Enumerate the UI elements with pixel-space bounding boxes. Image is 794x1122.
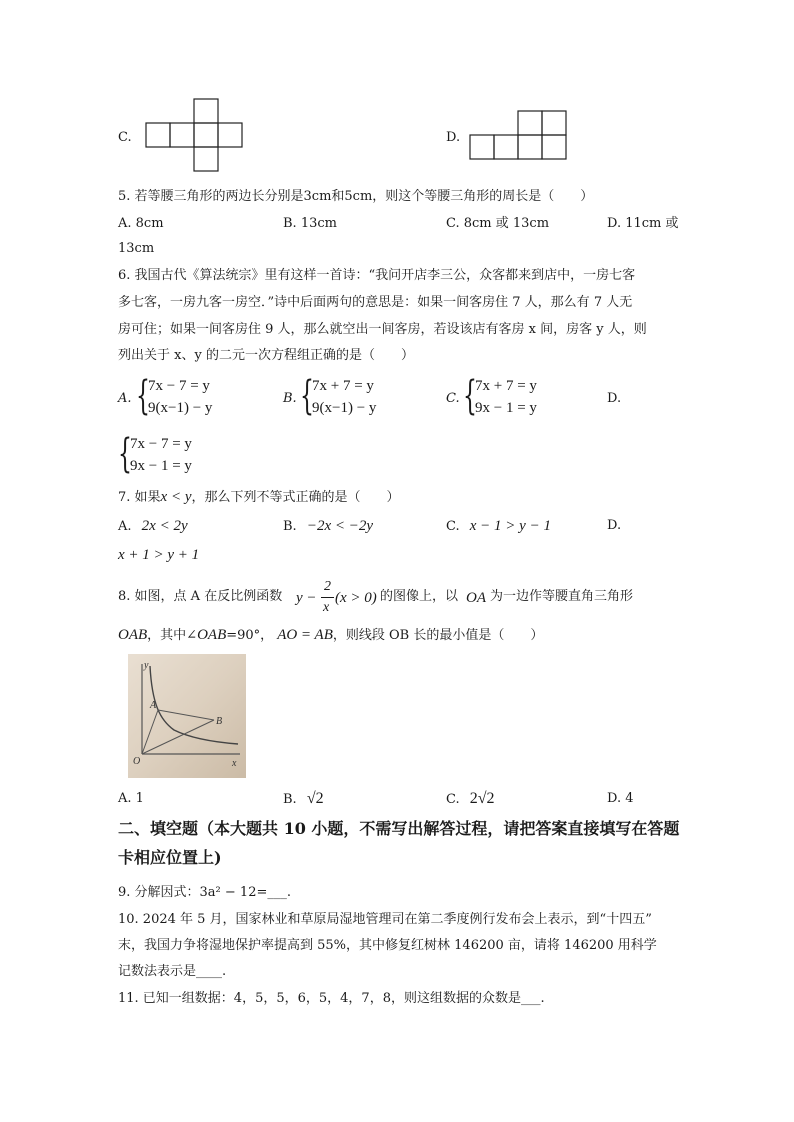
section-2-heading-line1: 二、填空题（本大题共 10 小题，不需写出解答过程，请把答案直接填写在答题 [118, 819, 680, 838]
q6-stem-line4: 列出关于 x、y 的二元一次方程组正确的是（ ） [118, 348, 414, 363]
q6-option-a-label: A. [118, 391, 132, 406]
figure-label-o: O [133, 756, 141, 767]
q6-option-b-label: B. [283, 391, 297, 406]
q8-stem1-suffix: 为一边作等腰直角三角形 [490, 589, 634, 604]
q8-func-y: y − [296, 590, 317, 606]
q8-func-condition: (x > 0) [335, 590, 377, 606]
q6-option-b-system [300, 373, 420, 420]
q7-option-b-label: B. [283, 519, 297, 534]
q6-option-d-eq2: 9x − 1 = y [130, 458, 192, 474]
q8-func-numerator: 2 [324, 579, 331, 594]
q10-line2: 末，我国力争将湿地保护率提高到 55%，其中修复红树林 146200 亩，请将 146200 用科学 [118, 938, 657, 953]
q6-option-c-label: C. [446, 391, 460, 406]
q6-option-d-eq1: 7x − 7 = y [130, 436, 192, 452]
q7-option-a [118, 517, 188, 536]
q7-option-a-math: 2x < 2y [141, 518, 188, 534]
q10-line3: 记数法表示是____. [118, 964, 227, 979]
brace-icon: { [463, 373, 477, 419]
q6-option-d-label: D. [607, 391, 622, 406]
figure-label-a: A [150, 700, 157, 711]
q8-stem-line1 [118, 588, 282, 606]
figure-label-x: x [232, 758, 237, 769]
q4-option-c-net-figure [146, 98, 246, 176]
q6-option-a-eq1: 7x − 7 = y [148, 378, 210, 394]
figure-label-y: y [144, 660, 149, 671]
q7-option-c [446, 517, 551, 536]
q11-text: 11. 已知一组数据：4，5，5，6，5，4，7，8，则这组数据的众数是___. [118, 991, 545, 1006]
q4-option-d-net-figure [470, 110, 570, 160]
q7-stem-prefix: 7. 如果 [118, 490, 161, 505]
q6-option-d-system [118, 431, 238, 478]
figure-background [128, 654, 246, 778]
q8-stem2-suffix: ，则线段 OB 长的最小值是（ ） [332, 628, 544, 643]
q7-stem [118, 488, 400, 507]
q6-option-a-eq2: 9(x−1) − y [148, 400, 213, 416]
q6-option-c-system [463, 373, 583, 420]
q8-stem2-oab: OAB [118, 627, 148, 643]
q8-stem2-oab2: OAB [197, 627, 227, 643]
q8-option-c-label: C. [446, 792, 460, 807]
q7-option-d-label: D. [607, 518, 622, 533]
fraction-bar [321, 597, 334, 598]
brace-icon: { [136, 373, 150, 419]
q8-option-a: A. 1 [118, 791, 144, 806]
q5-stem: 5. 若等腰三角形的两边长分别是3cm和5cm，则这个等腰三角形的周长是（ ） [118, 189, 594, 204]
q7-stem-math: x < y [160, 489, 192, 505]
q7-option-d-math: x + 1 > y + 1 [118, 547, 200, 563]
q8-stem2-ao: AO = AB [277, 627, 333, 643]
brace-icon: { [300, 373, 314, 419]
q6-option-b-eq2: 9(x−1) − y [312, 400, 377, 416]
q8-option-b-label: B. [283, 792, 297, 807]
q7-option-c-math: x − 1 > y − 1 [469, 518, 551, 534]
q4-option-d-label: D. [446, 130, 461, 145]
q9-text: 9. 分解因式：3a² − 12=___. [118, 885, 291, 900]
q5-option-a: A. 8cm [118, 216, 164, 231]
q7-option-b-math: −2x < −2y [306, 518, 374, 534]
q8-stem2-mid: ，其中∠ [147, 628, 198, 643]
q5-option-b: B. 13cm [283, 216, 337, 231]
q4-option-c-label: C. [118, 130, 132, 145]
q10-line1: 10. 2024 年 5 月，国家林业和草原局湿地管理司在第二季度例行发布会上表示，到“十四五” [118, 912, 652, 927]
q6-option-b-eq1: 7x + 7 = y [312, 378, 374, 394]
q8-figure [128, 654, 246, 778]
q8-stem1-oa: OA [466, 590, 486, 606]
q6-option-a-system [136, 373, 256, 420]
q7-option-a-label: A. [118, 519, 132, 534]
q6-option-c-eq1: 7x + 7 = y [475, 378, 537, 394]
q8-func-denominator: x [323, 600, 330, 615]
brace-icon: { [118, 431, 132, 477]
q8-stem2-rest: =90°， [226, 628, 274, 643]
q7-option-c-label: C. [446, 519, 460, 534]
q6-option-c-eq2: 9x − 1 = y [475, 400, 537, 416]
q8-option-c-value: 2√2 [469, 790, 495, 807]
q8-stem1-mid: 的图像上，以 [380, 589, 459, 604]
q5-option-d-continued: 13cm [118, 241, 155, 256]
q8-stem-line2 [118, 626, 543, 645]
section-2-heading-line2: 卡相应位置上) [118, 848, 222, 867]
q8-option-b [283, 790, 324, 809]
q8-stem1-prefix: 8. 如图，点 A 在反比例函数 [118, 589, 283, 604]
q6-stem-line1: 6. 我国古代《算法统宗》里有这样一首诗：“我问开店李三公，众客都来到店中，一房七客 [118, 268, 636, 283]
q5-option-d: D. 11cm 或 [607, 216, 679, 231]
q6-stem-line3: 房可住；如果一间客房住 9 人，那么就空出一间客房，若设该店有客房 x 间，房客 y 人，则 [118, 322, 647, 337]
figure-label-b: B [216, 716, 223, 727]
q6-stem-line2: 多七客，一房九客一房空．”诗中后面两句的意思是：如果一间客房住 7 人，那么有 7 人无 [118, 295, 633, 310]
q8-option-d: D. 4 [607, 791, 634, 806]
q7-stem-suffix: ，那么下列不等式正确的是（ ） [191, 490, 400, 505]
q8-option-c [446, 790, 495, 809]
q8-option-b-value: √2 [306, 790, 324, 807]
q5-option-c: C. 8cm 或 13cm [446, 216, 550, 231]
q7-option-b [283, 517, 373, 536]
